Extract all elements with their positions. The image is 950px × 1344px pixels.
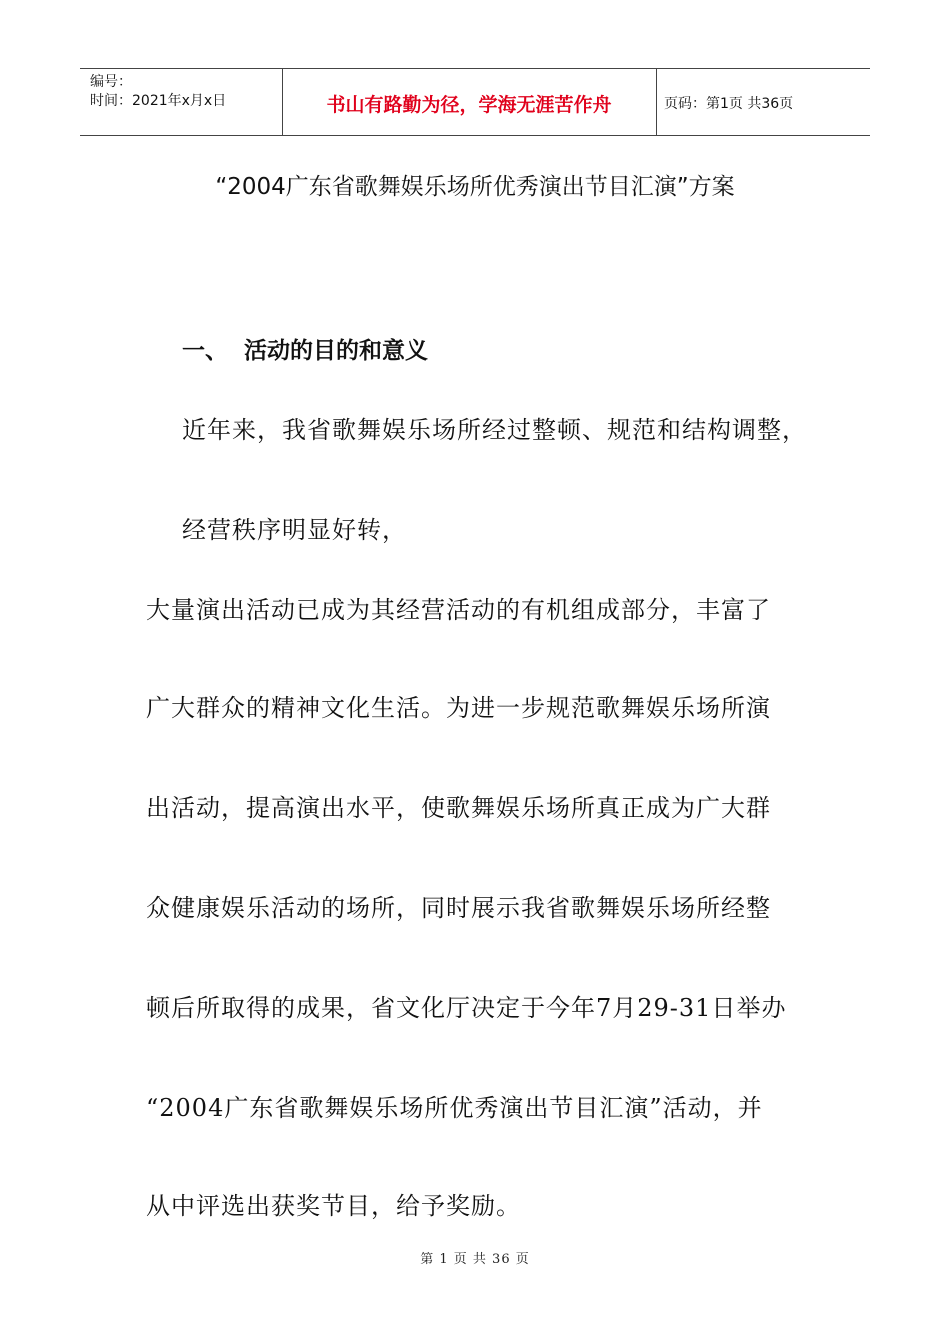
body-line: 顿后所取得的成果，省文化厅决定于今年7月29-31日举办 (146, 994, 787, 1022)
body-line: 经营秩序明显好转， (182, 516, 407, 544)
document-header-table (80, 68, 870, 136)
number-label: 编号： (90, 74, 132, 90)
page-footer: 第 1 页 共 36 页 (420, 1252, 530, 1267)
body-line: 出活动，提高演出水平，使歌舞娱乐场所真正成为广大群 (146, 794, 771, 822)
body-line: 众健康娱乐活动的场所，同时展示我省歌舞娱乐场所经整 (146, 894, 771, 922)
header-meta (90, 73, 226, 111)
header-page-info: 页码：第1页 共36页 (664, 96, 794, 112)
body-line: 从中评选出获奖节目，给予奖励。 (146, 1192, 521, 1220)
header-motto: 书山有路勤为径，学海无涯苦作舟 (326, 93, 612, 116)
body-line: 大量演出活动已成为其经营活动的有机组成部分，丰富了 (146, 596, 771, 624)
body-line: 广大群众的精神文化生活。为进一步规范歌舞娱乐场所演 (146, 694, 771, 722)
body-line: “2004广东省歌舞娱乐场所优秀演出节目汇演”活动，并 (146, 1094, 763, 1122)
section-number: 一、 (182, 338, 228, 364)
body-line: 近年来，我省歌舞娱乐场所经过整顿、规范和结构调整， (182, 416, 807, 444)
document-title: “2004广东省歌舞娱乐场所优秀演出节目汇演”方案 (215, 174, 735, 200)
time-label: 时间：2021年x月x日 (90, 93, 227, 109)
header-divider-2 (656, 69, 657, 135)
section-title: 活动的目的和意义 (244, 338, 428, 364)
section-heading (182, 332, 428, 365)
